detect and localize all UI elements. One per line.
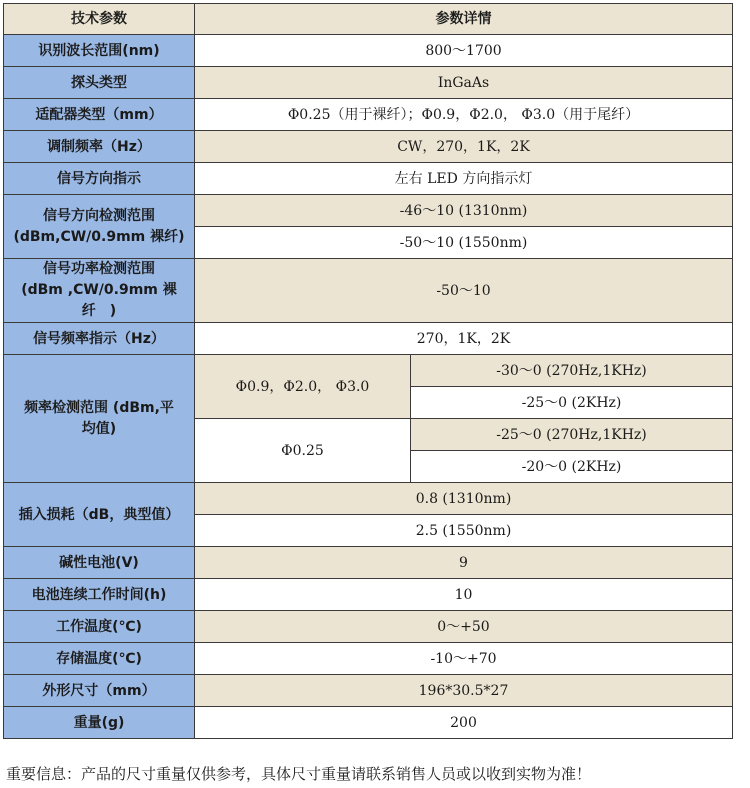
table-row bbox=[4, 163, 733, 195]
table-row bbox=[4, 707, 733, 739]
direction-label: 信号方向指示 bbox=[4, 163, 195, 195]
loss-value-1310: 0.8 (1310nm) bbox=[195, 483, 733, 515]
table-row bbox=[4, 611, 733, 643]
runtime-label: 电池连续工作时间(h) bbox=[4, 579, 195, 611]
direction-value: 左右 LED 方向指示灯 bbox=[195, 163, 733, 195]
wavelength-label: 识别波长范围(nm) bbox=[4, 35, 195, 67]
freqdet-label-line2: 均值) bbox=[81, 420, 117, 437]
table-row bbox=[4, 131, 733, 163]
loss-value-1550: 2.5 (1550nm) bbox=[195, 515, 733, 547]
table-row bbox=[4, 483, 733, 515]
table-row bbox=[4, 323, 733, 355]
freqdet-adapter-bare: Φ0.25 bbox=[195, 419, 411, 483]
table-row bbox=[4, 35, 733, 67]
modfreq-label: 调制频率（Hz） bbox=[4, 131, 195, 163]
freqind-label: 信号频率指示（Hz） bbox=[4, 323, 195, 355]
table-row bbox=[4, 195, 733, 227]
adapter-label: 适配器类型（mm） bbox=[4, 99, 195, 131]
freqdet-value-2: -25～0 (2KHz) bbox=[411, 387, 733, 419]
table-row bbox=[4, 547, 733, 579]
freqdet-label bbox=[4, 355, 195, 483]
freqdet-label-line1: 频率检测范围 (dBm,平 bbox=[24, 399, 174, 416]
freqind-value: 270，1K，2K bbox=[195, 323, 733, 355]
header-detail: 参数详情 bbox=[195, 4, 733, 35]
optemp-label: 工作温度(℃) bbox=[4, 611, 195, 643]
sttemp-value: -10～+70 bbox=[195, 643, 733, 675]
table-row bbox=[4, 355, 733, 387]
size-label: 外形尺寸（mm） bbox=[4, 675, 195, 707]
dirrange-label-line2: (dBm,CW/0.9mm 裸纤) bbox=[13, 228, 185, 245]
freqdet-value-3: -25～0 (270Hz,1KHz) bbox=[411, 419, 733, 451]
powrange-label bbox=[4, 259, 195, 323]
weight-label: 重量(g) bbox=[4, 707, 195, 739]
size-value: 196*30.5*27 bbox=[195, 675, 733, 707]
loss-label: 插入损耗（dB，典型值） bbox=[4, 483, 195, 547]
probe-value: InGaAs bbox=[195, 67, 733, 99]
table-row bbox=[4, 675, 733, 707]
powrange-value: -50～10 bbox=[195, 259, 733, 323]
probe-label: 探头类型 bbox=[4, 67, 195, 99]
freqdet-value-4: -20～0 (2KHz) bbox=[411, 451, 733, 483]
battery-label: 碱性电池(V) bbox=[4, 547, 195, 579]
modfreq-value: CW，270，1K，2K bbox=[195, 131, 733, 163]
table-row bbox=[4, 99, 733, 131]
battery-value: 9 bbox=[195, 547, 733, 579]
powrange-label-line1: 信号功率检测范围 bbox=[43, 261, 155, 277]
freqdet-adapter-large: Φ0.9，Φ2.0， Φ3.0 bbox=[195, 355, 411, 419]
weight-value: 200 bbox=[195, 707, 733, 739]
dirrange-value-1550: -50～10 (1550nm) bbox=[195, 227, 733, 259]
freqdet-value-1: -30～0 (270Hz,1KHz) bbox=[411, 355, 733, 387]
wavelength-value: 800～1700 bbox=[195, 35, 733, 67]
table-row bbox=[4, 579, 733, 611]
dirrange-label bbox=[4, 195, 195, 259]
important-note: 重要信息：产品的尺寸重量仅供参考，具体尺寸重量请联系销售人员或以收到实物为准！ bbox=[6, 765, 592, 783]
header-param: 技术参数 bbox=[4, 4, 195, 35]
dirrange-value-1310: -46～10 (1310nm) bbox=[195, 195, 733, 227]
adapter-value: Φ0.25（用于裸纤）；Φ0.9，Φ2.0， Φ3.0（用于尾纤） bbox=[195, 99, 733, 131]
powrange-label-line2: (dBm ,CW/0.9mm 裸纤 ) bbox=[21, 282, 177, 319]
sttemp-label: 存储温度(℃) bbox=[4, 643, 195, 675]
table-row bbox=[4, 643, 733, 675]
table-row bbox=[4, 67, 733, 99]
table-row bbox=[4, 259, 733, 323]
dirrange-label-line1: 信号方向检测范围 bbox=[43, 207, 155, 224]
optemp-value: 0～+50 bbox=[195, 611, 733, 643]
table-header-row bbox=[4, 4, 733, 35]
runtime-value: 10 bbox=[195, 579, 733, 611]
spec-table bbox=[3, 3, 733, 739]
